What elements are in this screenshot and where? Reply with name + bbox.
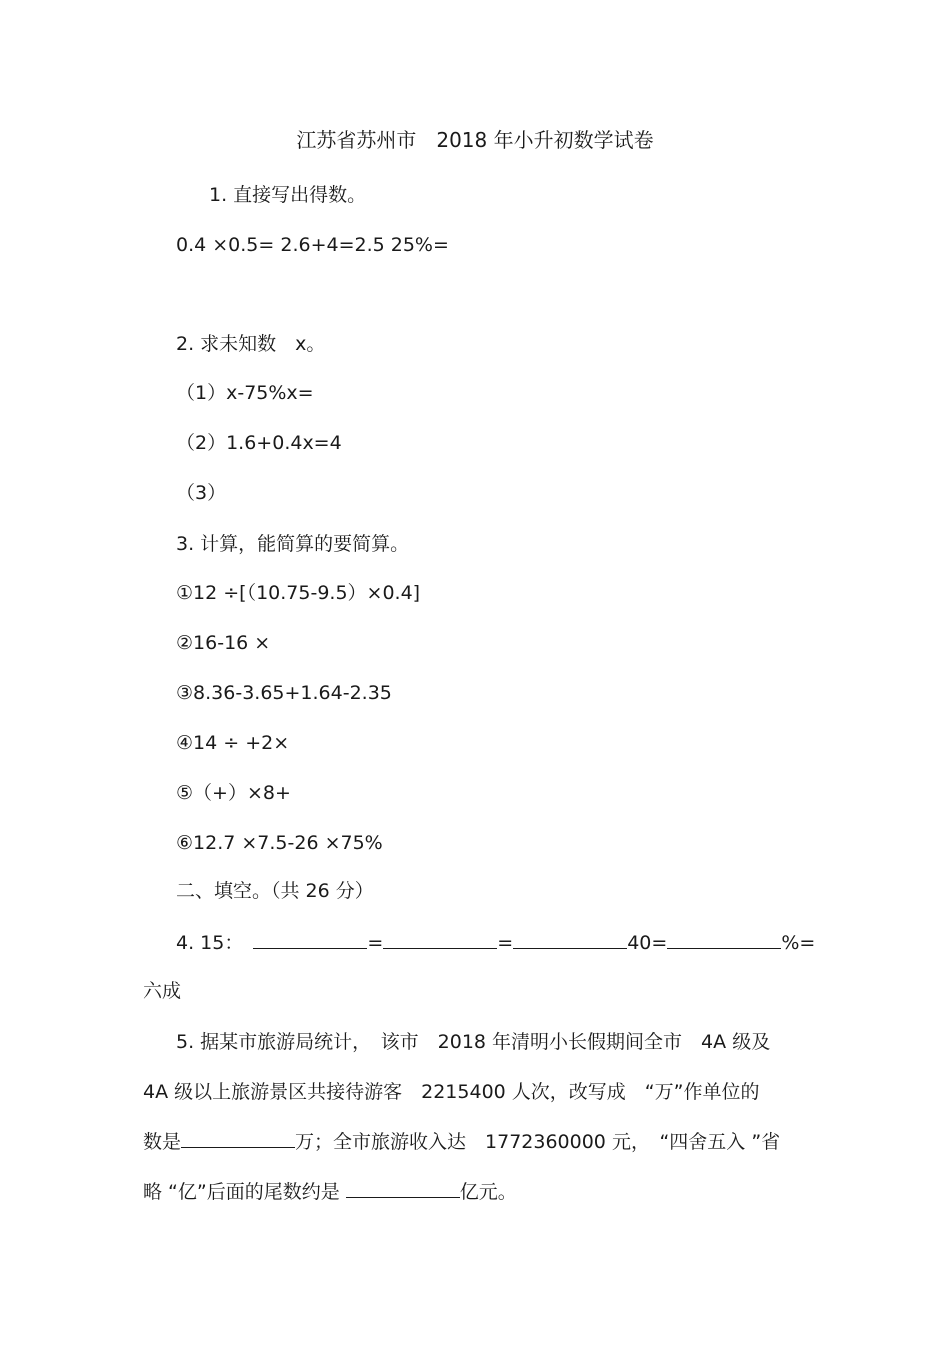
q5-line-2: 4A 级以上旅游景区共接待游客 2215400 人次，改写成 “万”作单位的 xyxy=(143,1081,760,1103)
q5-line-3-start: 数是 xyxy=(143,1131,182,1153)
page-title: 江苏省苏州市 2018 年小升初数学试卷 xyxy=(296,128,654,152)
q4-eq-1: = xyxy=(367,932,384,954)
q4-mid: 40= xyxy=(627,932,668,954)
q5-blank-2[interactable] xyxy=(346,1179,460,1198)
q5-line-3-end: 万；全市旅游收入达 1772360000 元， “四舍五入 ”省 xyxy=(295,1131,781,1153)
q3-part-5: ⑤（+）×8+ xyxy=(176,782,291,804)
q4-prefix: 4. 15： xyxy=(176,932,244,954)
q4-eq-2: = xyxy=(497,932,514,954)
q3-heading: 3. 计算，能简算的要简算。 xyxy=(176,533,410,555)
q2-part-1: （1）x-75%x= xyxy=(176,382,314,404)
q4-pct: %= xyxy=(781,932,816,954)
q4-blank-3[interactable] xyxy=(513,930,627,949)
q2-part-2: （2）1.6+0.4x=4 xyxy=(176,432,342,454)
q5-line-4-end: 亿元。 xyxy=(459,1181,517,1203)
q4-blank-2[interactable] xyxy=(383,930,497,949)
q5-line-3 xyxy=(143,1129,780,1154)
q4-line-2: 六成 xyxy=(143,980,182,1002)
q2-part-3: （3） xyxy=(176,482,227,504)
q3-part-1: ①12 ÷[（10.75-9.5）×0.4] xyxy=(176,582,421,604)
section2-heading: 二、填空。（共 26 分） xyxy=(176,880,374,902)
q3-part-6: ⑥12.7 ×7.5-26 ×75% xyxy=(176,832,383,854)
q3-part-3: ③8.36-3.65+1.64-2.35 xyxy=(176,682,392,704)
q4-blank-1[interactable] xyxy=(253,930,367,949)
q4-blank-4[interactable] xyxy=(667,930,781,949)
q2-heading: 2. 求未知数 x。 xyxy=(176,333,326,355)
q1-heading: 1. 直接写出得数。 xyxy=(209,184,367,206)
q4-line xyxy=(176,930,815,955)
q5-line-1: 5. 据某市旅游局统计， 该市 2018 年清明小长假期间全市 4A 级及 xyxy=(176,1031,771,1053)
q3-part-2: ②16-16 × xyxy=(176,632,271,654)
q3-part-4: ④14 ÷ +2× xyxy=(176,732,290,754)
q5-line-4-start: 略 “亿”后面的尾数约是 xyxy=(143,1181,346,1203)
q5-line-4 xyxy=(143,1179,517,1204)
q5-blank-1[interactable] xyxy=(181,1129,295,1148)
q1-items: 0.4 ×0.5= 2.6+4=2.5 25%= xyxy=(176,234,449,256)
